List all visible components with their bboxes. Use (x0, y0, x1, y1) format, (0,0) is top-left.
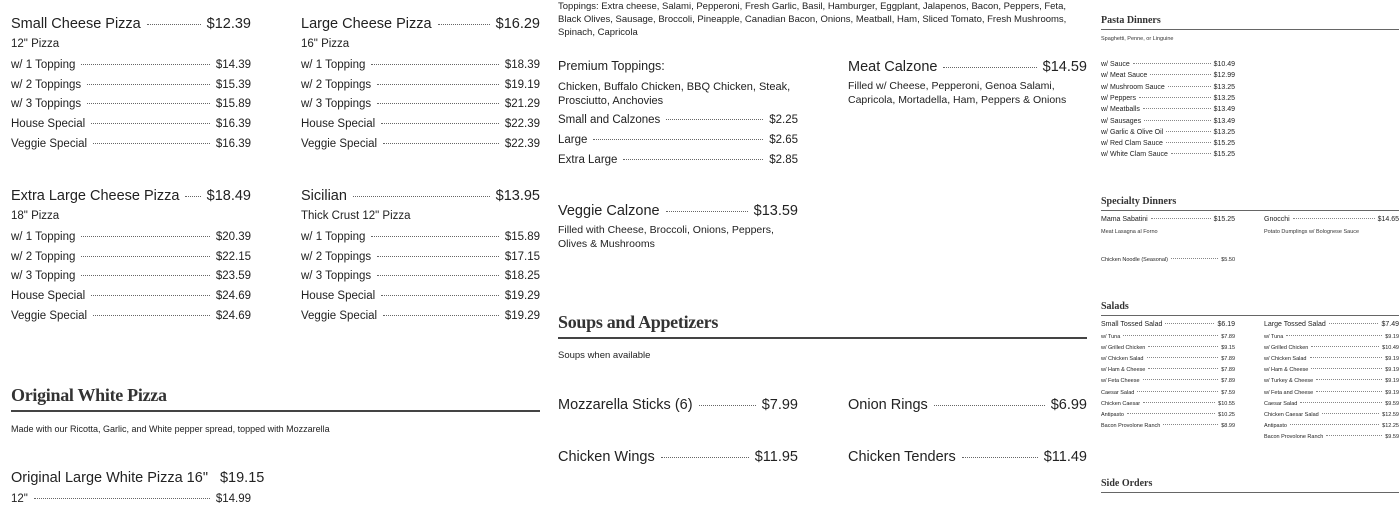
specialty-dinners-title: Specialty Dinners (1101, 196, 1177, 207)
menu-item-row (1264, 345, 1399, 356)
leader-dots (1311, 346, 1379, 347)
leader-dots (1127, 413, 1215, 414)
menu-item-label: Veggie Special (11, 309, 88, 322)
premium-toppings-text: Chicken, Buffalo Chicken, BBQ Chicken, Steak, Prosciutto, Anchovies (558, 81, 791, 107)
menu-item-price: $2.85 (769, 153, 798, 166)
leader-dots (381, 123, 499, 124)
menu-item-row (1101, 118, 1235, 129)
leader-dots (1143, 402, 1215, 403)
menu-item-label: Extra Large (558, 153, 618, 166)
menu-item-row (301, 270, 540, 288)
menu-item-label: w/ Meatballs (1101, 106, 1140, 114)
salads-title: Salads (1101, 301, 1129, 312)
menu-item-label: w/ 2 Toppings (301, 78, 372, 91)
menu-item-price: $22.15 (215, 250, 251, 263)
menu-item-row (1101, 345, 1235, 356)
menu-item-label: w/ Red Clam Sauce (1101, 140, 1163, 148)
menu-item-row (1101, 140, 1235, 151)
leader-dots (91, 295, 210, 296)
gnocchi-desc: Potato Dumplings w/ Bolognese Sauce (1264, 229, 1360, 235)
meat-calzone-header: Meat Calzone $14.59 (848, 59, 1087, 75)
menu-item-row (11, 98, 251, 116)
white-pizza-description: Made with our Ricotta, Garlic, and White pepper spread, topped with Mozzarella (11, 424, 330, 434)
menu-item-price: $15.39 (215, 78, 251, 91)
menu-item-row (1101, 106, 1235, 117)
menu-item-label: w/ Ham & Cheese (1101, 367, 1146, 374)
menu-item-price: $15.25 (1213, 140, 1235, 148)
menu-item-label: w/ Grilled Chicken (1101, 345, 1146, 352)
menu-item-row (301, 310, 540, 328)
leader-dots (371, 236, 498, 237)
small-tossed-salad: Small Tossed Salad $6.19 (1101, 321, 1235, 328)
menu-item-price: $9.59 (1385, 433, 1399, 440)
leader-dots (87, 84, 210, 85)
menu-item-label: Caesar Salad (1264, 400, 1298, 407)
leader-dots (1310, 357, 1383, 358)
menu-item-label: Bacon Provolone Ranch (1101, 422, 1161, 429)
large-cheese-pizza-header: Large Cheese Pizza $16.29 (301, 16, 540, 32)
menu-item-row (301, 290, 540, 308)
small-cheese-pizza-header: Small Cheese Pizza $12.39 (11, 16, 251, 32)
leader-dots (1316, 379, 1382, 380)
menu-item-label: w/ 2 Toppings (301, 250, 372, 263)
leader-dots (377, 275, 499, 276)
menu-item-row (11, 270, 251, 288)
large-cheese-size: 16" Pizza (301, 38, 350, 50)
menu-item-price: $12.99 (1213, 72, 1235, 80)
menu-item-price: $19.29 (504, 309, 540, 322)
leader-dots (93, 315, 210, 316)
menu-item-price: $7.89 (1221, 334, 1235, 340)
menu-item-label: Caesar Salad (1101, 389, 1135, 396)
leader-dots (1133, 63, 1211, 64)
chicken-noodle: Chicken Noodle (Seasonal) $5.50 (1101, 257, 1235, 263)
menu-item-row (1101, 390, 1235, 401)
menu-item-label: w/ Tuna (1264, 334, 1284, 340)
leader-dots (381, 295, 499, 296)
menu-item-label: Veggie Special (301, 137, 378, 150)
menu-item-price: $13.25 (1213, 128, 1235, 136)
soups-rule (558, 337, 1087, 339)
menu-item-label: w/ Garlic & Olive Oil (1101, 128, 1164, 136)
menu-item-price: $7.89 (1221, 367, 1235, 374)
menu-item-price: $16.39 (215, 137, 251, 150)
leader-dots (1286, 335, 1382, 336)
menu-item-price: $7.89 (1221, 356, 1235, 363)
leader-dots (1171, 153, 1211, 154)
menu-item-label: House Special (301, 290, 376, 303)
extra-large-cheese-pizza-header: Extra Large Cheese Pizza $18.49 (11, 188, 251, 204)
menu-item-price: $7.59 (1221, 389, 1235, 396)
leader-dots (593, 139, 763, 140)
veggie-calzone-description: Filled with Cheese, Broccoli, Onions, Peppers, Olives & Mushrooms (558, 224, 774, 250)
salads-rule (1101, 315, 1399, 316)
menu-item-price: $2.65 (769, 133, 798, 146)
menu-item-price: $13.25 (1213, 83, 1235, 91)
leader-dots (93, 143, 210, 144)
menu-item-row (1264, 434, 1399, 445)
menu-item-label: w/ White Clam Sauce (1101, 151, 1168, 159)
menu-item-price: $14.39 (215, 59, 251, 71)
menu-item-price: $12.59 (1382, 411, 1399, 418)
large-tossed-salad: Large Tossed Salad $7.49 (1264, 321, 1399, 328)
menu-item-row (1264, 334, 1399, 345)
menu-item-row (11, 118, 251, 136)
leader-dots (623, 159, 763, 160)
menu-item-price: $20.39 (215, 231, 251, 243)
menu-item-row (11, 310, 251, 328)
chicken-wings: Chicken Wings $11.95 (558, 449, 798, 465)
pasta-dinners-title: Pasta Dinners (1101, 15, 1161, 26)
menu-item-label: w/ Feta Cheese (1101, 378, 1140, 385)
leader-dots (1150, 74, 1210, 75)
leader-dots (1163, 424, 1218, 425)
menu-item-price: $9.19 (1385, 389, 1399, 396)
original-large-white-pizza: Original Large White Pizza 16" $19.15 (11, 470, 265, 486)
premium-toppings-title: Premium Toppings: (558, 59, 665, 73)
leader-dots (377, 103, 499, 104)
leader-dots (87, 103, 210, 104)
menu-item-price: $19.19 (504, 78, 540, 91)
menu-item-price: $18.39 (504, 59, 540, 71)
menu-item-row (11, 290, 251, 308)
menu-item-row (1101, 151, 1235, 162)
menu-item-label: House Special (11, 290, 86, 303)
leader-dots (1300, 402, 1382, 403)
side-orders-rule (1101, 492, 1399, 493)
menu-item-row (1101, 129, 1235, 140)
gnocchi: Gnocchi $14.65 (1264, 216, 1399, 223)
menu-item-row (1101, 84, 1235, 95)
menu-item-price: $13.25 (1213, 94, 1235, 102)
menu-item-price: $2.25 (769, 114, 798, 126)
leader-dots (1148, 368, 1218, 369)
menu-item-row (11, 251, 251, 269)
leader-dots (1322, 413, 1379, 414)
menu-item-label: w/ 3 Topping (11, 270, 76, 283)
leader-dots (1137, 391, 1218, 392)
menu-item-row (1264, 423, 1399, 434)
leader-dots (1143, 108, 1211, 109)
menu-item-row (11, 138, 251, 156)
menu-item-row (301, 118, 540, 136)
menu-item-label: w/ Tuna (1101, 334, 1121, 340)
menu-item-row (1101, 367, 1235, 378)
menu-item-row (558, 154, 798, 172)
veggie-calzone-header: Veggie Calzone $13.59 (558, 203, 798, 219)
menu-item-price: $10.49 (1213, 61, 1235, 68)
menu-item-label: Antipasto (1264, 422, 1287, 429)
menu-item-label: w/ Chicken Salad (1101, 356, 1144, 363)
menu-item-label: w/ Sausages (1101, 117, 1142, 125)
menu-item-label: w/ Feta and Cheese (1264, 389, 1314, 396)
pasta-subtitle: Spaghetti, Penne, or Linguine (1101, 36, 1174, 42)
leader-dots (383, 143, 499, 144)
pasta-rule (1101, 29, 1399, 30)
menu-item-label: w/ 2 Toppings (11, 78, 82, 91)
menu-item-label: w/ Meat Sauce (1101, 72, 1148, 80)
menu-item-row (1264, 412, 1399, 423)
leader-dots (1148, 346, 1218, 347)
leader-dots (377, 256, 499, 257)
menu-item-label: Large (558, 133, 588, 146)
menu-item-row (1264, 401, 1399, 412)
soups-note: Soups when available (558, 350, 651, 361)
menu-item-row (1101, 72, 1235, 83)
menu-item-price: $17.15 (504, 250, 540, 263)
menu-item-price: $22.39 (504, 118, 540, 131)
leader-dots (81, 64, 209, 65)
soups-appetizers-title: Soups and Appetizers (558, 312, 719, 332)
leader-dots (1311, 368, 1382, 369)
menu-item-price: $9.15 (1221, 345, 1235, 352)
chicken-tenders: Chicken Tenders $11.49 (848, 449, 1087, 465)
menu-item-price: $21.29 (504, 98, 540, 111)
menu-item-price: $10.55 (1218, 400, 1235, 407)
menu-item-row (1101, 378, 1235, 389)
leader-dots (383, 315, 499, 316)
menu-item-price: $16.39 (215, 118, 251, 131)
menu-item-row (1264, 378, 1399, 389)
menu-item-label: w/ 1 Topping (11, 231, 76, 243)
menu-item-price: $9.59 (1385, 400, 1399, 407)
menu-item-row (1101, 95, 1235, 106)
menu-item-row (558, 114, 798, 132)
menu-item-row (1101, 356, 1235, 367)
leader-dots (1316, 391, 1382, 392)
leader-dots (666, 119, 763, 120)
menu-item-row (301, 79, 540, 97)
menu-item-price: $9.19 (1385, 334, 1399, 340)
menu-item-label: Small and Calzones (558, 114, 661, 126)
menu-item-label: w/ Chicken Salad (1264, 356, 1307, 363)
leader-dots (1168, 86, 1211, 87)
leader-dots (1123, 335, 1218, 336)
menu-item-row (1264, 390, 1399, 401)
leader-dots (1326, 435, 1382, 436)
menu-item-price: $18.25 (504, 270, 540, 283)
leader-dots (81, 275, 209, 276)
menu-item-label: w/ Sauce (1101, 61, 1130, 68)
menu-item-price: $23.59 (215, 270, 251, 283)
menu-item-label: w/ 1 Topping (301, 59, 366, 71)
leader-dots (371, 64, 498, 65)
menu-item-row (1264, 367, 1399, 378)
extra-large-cheese-size: 18" Pizza (11, 210, 60, 222)
menu-item-label: w/ 2 Topping (11, 250, 76, 263)
mozzarella-sticks: Mozzarella Sticks (6) $7.99 (558, 397, 798, 413)
mama-sabatini-desc: Meat Lasagna al Forno (1101, 229, 1158, 235)
menu-item-price: $8.99 (1221, 422, 1235, 429)
mama-sabatini: Mama Sabatini $15.25 (1101, 216, 1235, 223)
menu-item-row (301, 231, 540, 249)
leader-dots (91, 123, 210, 124)
leader-dots (1143, 379, 1219, 380)
menu-item-label: w/ 3 Toppings (301, 270, 372, 283)
menu-item-price: $7.89 (1221, 378, 1235, 385)
menu-item-row (301, 98, 540, 116)
menu-item-label: w/ Ham & Cheese (1264, 367, 1309, 374)
menu-item-price: $12.25 (1382, 422, 1399, 429)
onion-rings: Onion Rings $6.99 (848, 397, 1087, 413)
menu-item-label: w/ 1 Topping (11, 59, 76, 71)
menu-item-price: $15.25 (1213, 151, 1235, 159)
menu-item-row (1264, 356, 1399, 367)
menu-item-row (558, 134, 798, 152)
menu-item-price: $19.29 (504, 290, 540, 303)
menu-item-row (11, 59, 251, 77)
menu-item-row (11, 231, 251, 249)
menu-item-row (301, 138, 540, 156)
menu-item-label: Bacon Provolone Ranch (1264, 433, 1324, 440)
leader-dots (1166, 131, 1210, 132)
menu-item-row (1101, 334, 1235, 345)
meat-calzone-description: Filled w/ Cheese, Pepperoni, Genoa Salami, Capricola, Mortadella, Ham, Peppers & Onions (848, 80, 1067, 106)
menu-item-price: $9.19 (1385, 378, 1399, 385)
menu-item-price: $10.25 (1218, 411, 1235, 418)
menu-item-price: $22.39 (504, 137, 540, 150)
menu-item-label: w/ Grilled Chicken (1264, 345, 1309, 352)
leader-dots (81, 236, 209, 237)
menu-item-label: Chicken Caesar (1101, 400, 1141, 407)
sicilian-header: Sicilian $13.95 (301, 188, 540, 204)
menu-item-label: w/ Peppers (1101, 94, 1137, 102)
sicilian-size: Thick Crust 12" Pizza (301, 210, 411, 222)
toppings-list: Toppings: Extra cheese, Salami, Pepperoni, Fresh Garlic, Basil, Hamburger, Eggplant, Jalapenos, Bacon, Peppers, Feta, Black Olives, Sausage, Broccoli, Pineapple, Canadian Bacon, Onions, Meatball, Ham, Sliced Tomato, Fresh Mushrooms, Spinach, Capricola (558, 1, 1067, 38)
menu-item-label: w/ 3 Toppings (301, 98, 372, 111)
menu-item-label: Veggie Special (11, 137, 88, 150)
menu-item-price: $24.69 (215, 290, 251, 303)
menu-item-row (1101, 61, 1235, 72)
menu-item-label: House Special (11, 118, 86, 131)
specialty-rule (1101, 210, 1399, 211)
original-small-white-pizza: 12" $14.99 (11, 493, 251, 505)
leader-dots (1139, 97, 1211, 98)
menu-item-label: Veggie Special (301, 309, 378, 322)
menu-item-row (1101, 423, 1235, 434)
menu-item-label: w/ Turkey & Cheese (1264, 378, 1314, 385)
menu-item-row (1101, 401, 1235, 412)
leader-dots (1290, 424, 1379, 425)
original-white-pizza-title: Original White Pizza (11, 385, 167, 405)
menu-item-row (301, 251, 540, 269)
white-pizza-rule (11, 410, 540, 412)
menu-item-row (1101, 412, 1235, 423)
leader-dots (377, 84, 499, 85)
menu-item-price: $9.19 (1385, 367, 1399, 374)
menu-item-label: w/ 3 Toppings (11, 98, 82, 111)
leader-dots (1166, 142, 1211, 143)
menu-item-label: House Special (301, 118, 376, 131)
leader-dots (1144, 120, 1210, 121)
menu-item-label: Antipasto (1101, 411, 1124, 418)
menu-item-price: $13.49 (1213, 106, 1235, 114)
menu-item-row (11, 79, 251, 97)
menu-item-price: $10.49 (1382, 345, 1399, 352)
menu-item-price: $15.89 (215, 98, 251, 111)
menu-item-price: $13.49 (1213, 117, 1235, 125)
menu-item-price: $9.19 (1385, 356, 1399, 363)
menu-item-label: w/ 1 Topping (301, 231, 366, 243)
menu-item-label: Chicken Caesar Salad (1264, 411, 1319, 418)
menu-item-price: $24.69 (215, 309, 251, 322)
small-cheese-size: 12" Pizza (11, 38, 60, 50)
side-orders-title: Side Orders (1101, 478, 1153, 489)
menu-item-label: w/ Mushroom Sauce (1101, 83, 1165, 91)
leader-dots (1147, 357, 1219, 358)
menu-item-row (301, 59, 540, 77)
menu-item-price: $15.89 (504, 231, 540, 243)
leader-dots (81, 256, 209, 257)
